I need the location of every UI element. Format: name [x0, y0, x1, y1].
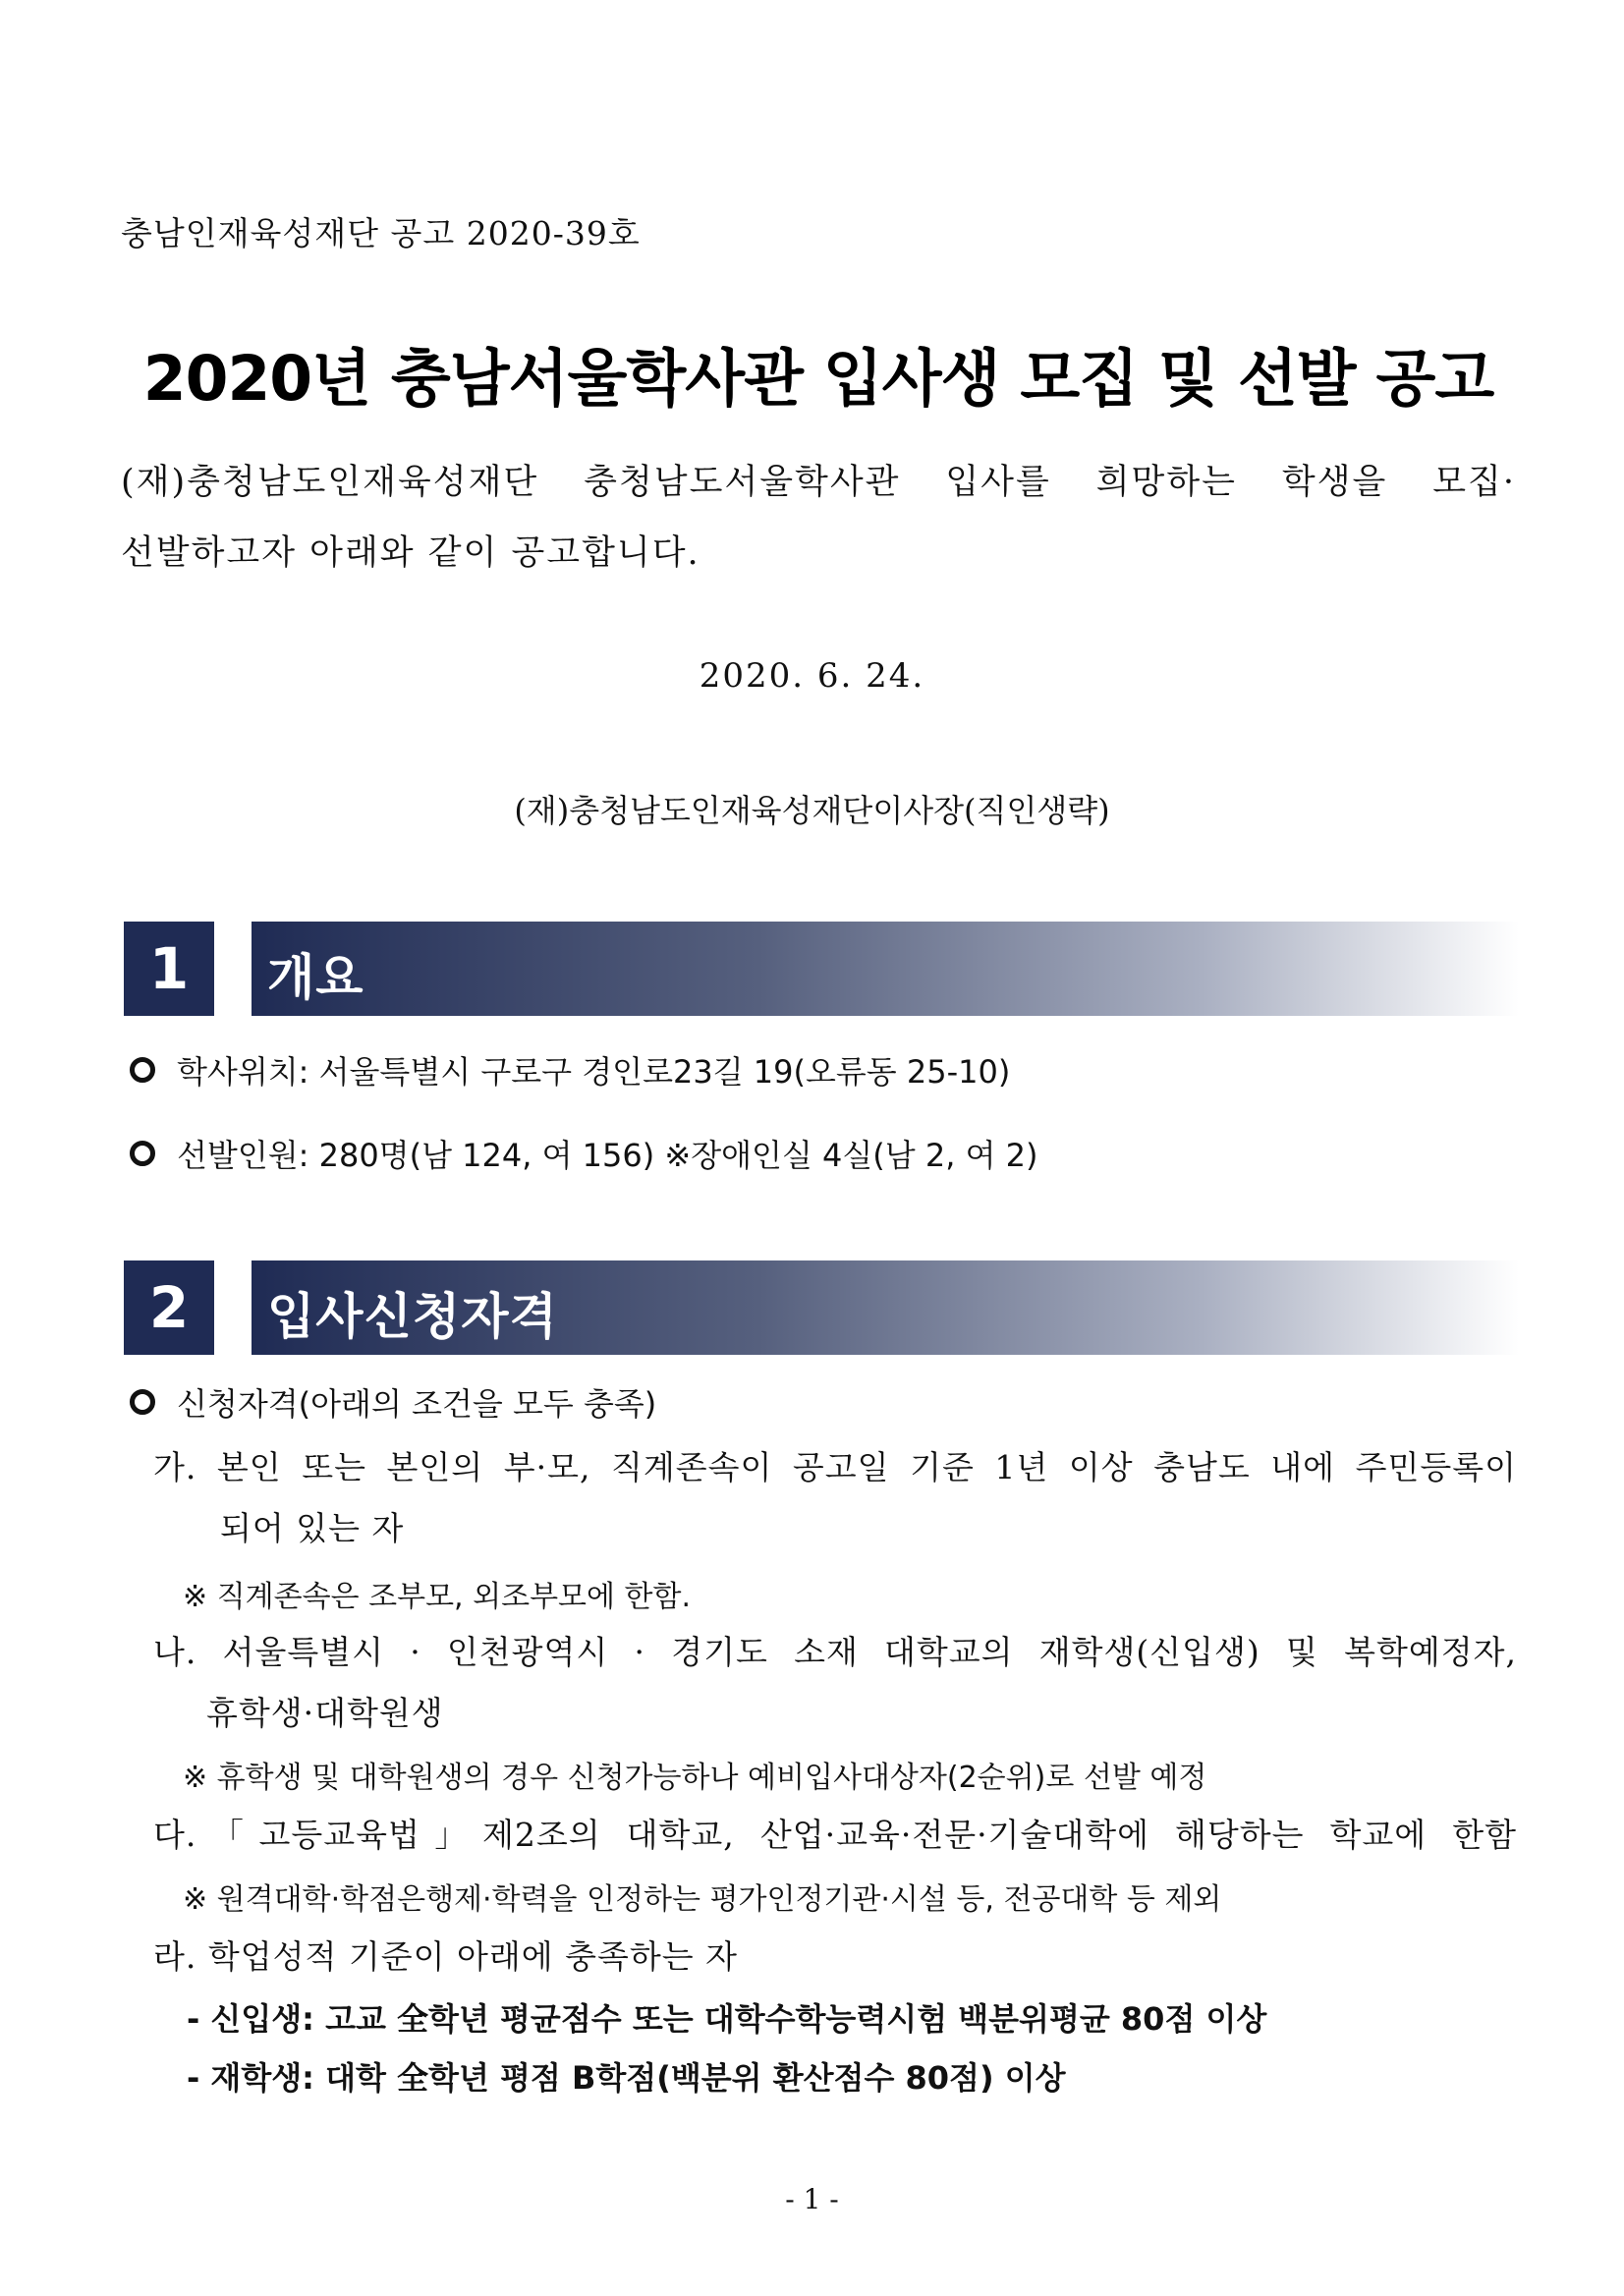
- eligibility-heading: 신청자격(아래의 조건을 모두 충족): [177, 1385, 657, 1423]
- item-ra-sub-1: - 신입생: 고교 全학년 평균점수 또는 대학수학능력시험 백분위평균 80점 이상: [187, 2000, 1267, 2038]
- section-1-title: 개요: [267, 949, 364, 1006]
- item-ra-sub-2: - 재학생: 대학 全학년 평점 B학점(백분위 환산점수 80점) 이상: [187, 2059, 1066, 2097]
- item-na-line-2: 휴학생·대학원생: [206, 1694, 444, 1732]
- item-ga-line-2: 되어 있는 자: [220, 1509, 405, 1547]
- item-ga-note: ※ 직계존속은 조부모, 외조부모에 한함.: [183, 1580, 692, 1614]
- page-title: 2020년 충남서울학사관 입사생 모집 및 선발 공고: [142, 343, 1494, 415]
- intro-line-1: (재)충청남도인재육성재단 충청남도서울학사관 입사를 희망하는 학생을 모집·: [121, 463, 1516, 502]
- circle-bullet-icon: [130, 1057, 155, 1083]
- circle-bullet-icon: [130, 1141, 155, 1166]
- item-ga-line-1: 가. 본인 또는 본인의 부·모, 직계존속이 공고일 기준 1년 이상 충남도 내에 주민등록이: [153, 1448, 1517, 1486]
- section-1-header-bar: [252, 922, 1519, 1016]
- list-item: [130, 1379, 656, 1425]
- intro-line-2: 선발하고자 아래와 같이 공고합니다.: [121, 533, 700, 573]
- capacity-text: 선발인원: 280명(남 124, 여 156) ※장애인실 4실(남 2, 여 2): [177, 1137, 1038, 1174]
- item-ra-line-1: 라. 학업성적 기준이 아래에 충족하는 자: [153, 1937, 738, 1976]
- location-text: 학사위치: 서울특별시 구로구 경인로23길 19(오류동 25-10): [177, 1053, 1011, 1091]
- section-2-title: 입사신청자격: [267, 1288, 558, 1345]
- page-number: - 1 -: [785, 2183, 839, 2215]
- list-item: [130, 1131, 1038, 1176]
- notice-date: 2020. 6. 24.: [699, 656, 925, 696]
- item-da-note: ※ 원격대학·학점은행제·학력을 인정하는 평가인정기관·시설 등, 전공대학 등 제외: [183, 1882, 1222, 1917]
- circle-bullet-icon: [130, 1389, 155, 1415]
- item-da-line-1: 다.「고등교육법」제2조의 대학교, 산업·교육·전문·기술대학에 해당하는 학교에 한함: [153, 1816, 1517, 1854]
- section-1-number: 1: [124, 922, 214, 1016]
- item-na-line-1: 나. 서울특별시 · 인천광역시 · 경기도 소재 대학교의 재학생(신입생) 및 복학예정자,: [153, 1633, 1517, 1671]
- section-2-number: 2: [124, 1260, 214, 1355]
- signer: (재)충청남도인재육성재단이사장(직인생략): [514, 792, 1110, 829]
- notice-number: 충남인재육성재단 공고 2020-39호: [121, 214, 641, 252]
- item-na-note: ※ 휴학생 및 대학원생의 경우 신청가능하나 예비입사대상자(2순위)로 선발 예정: [183, 1761, 1207, 1795]
- list-item: [130, 1047, 1010, 1092]
